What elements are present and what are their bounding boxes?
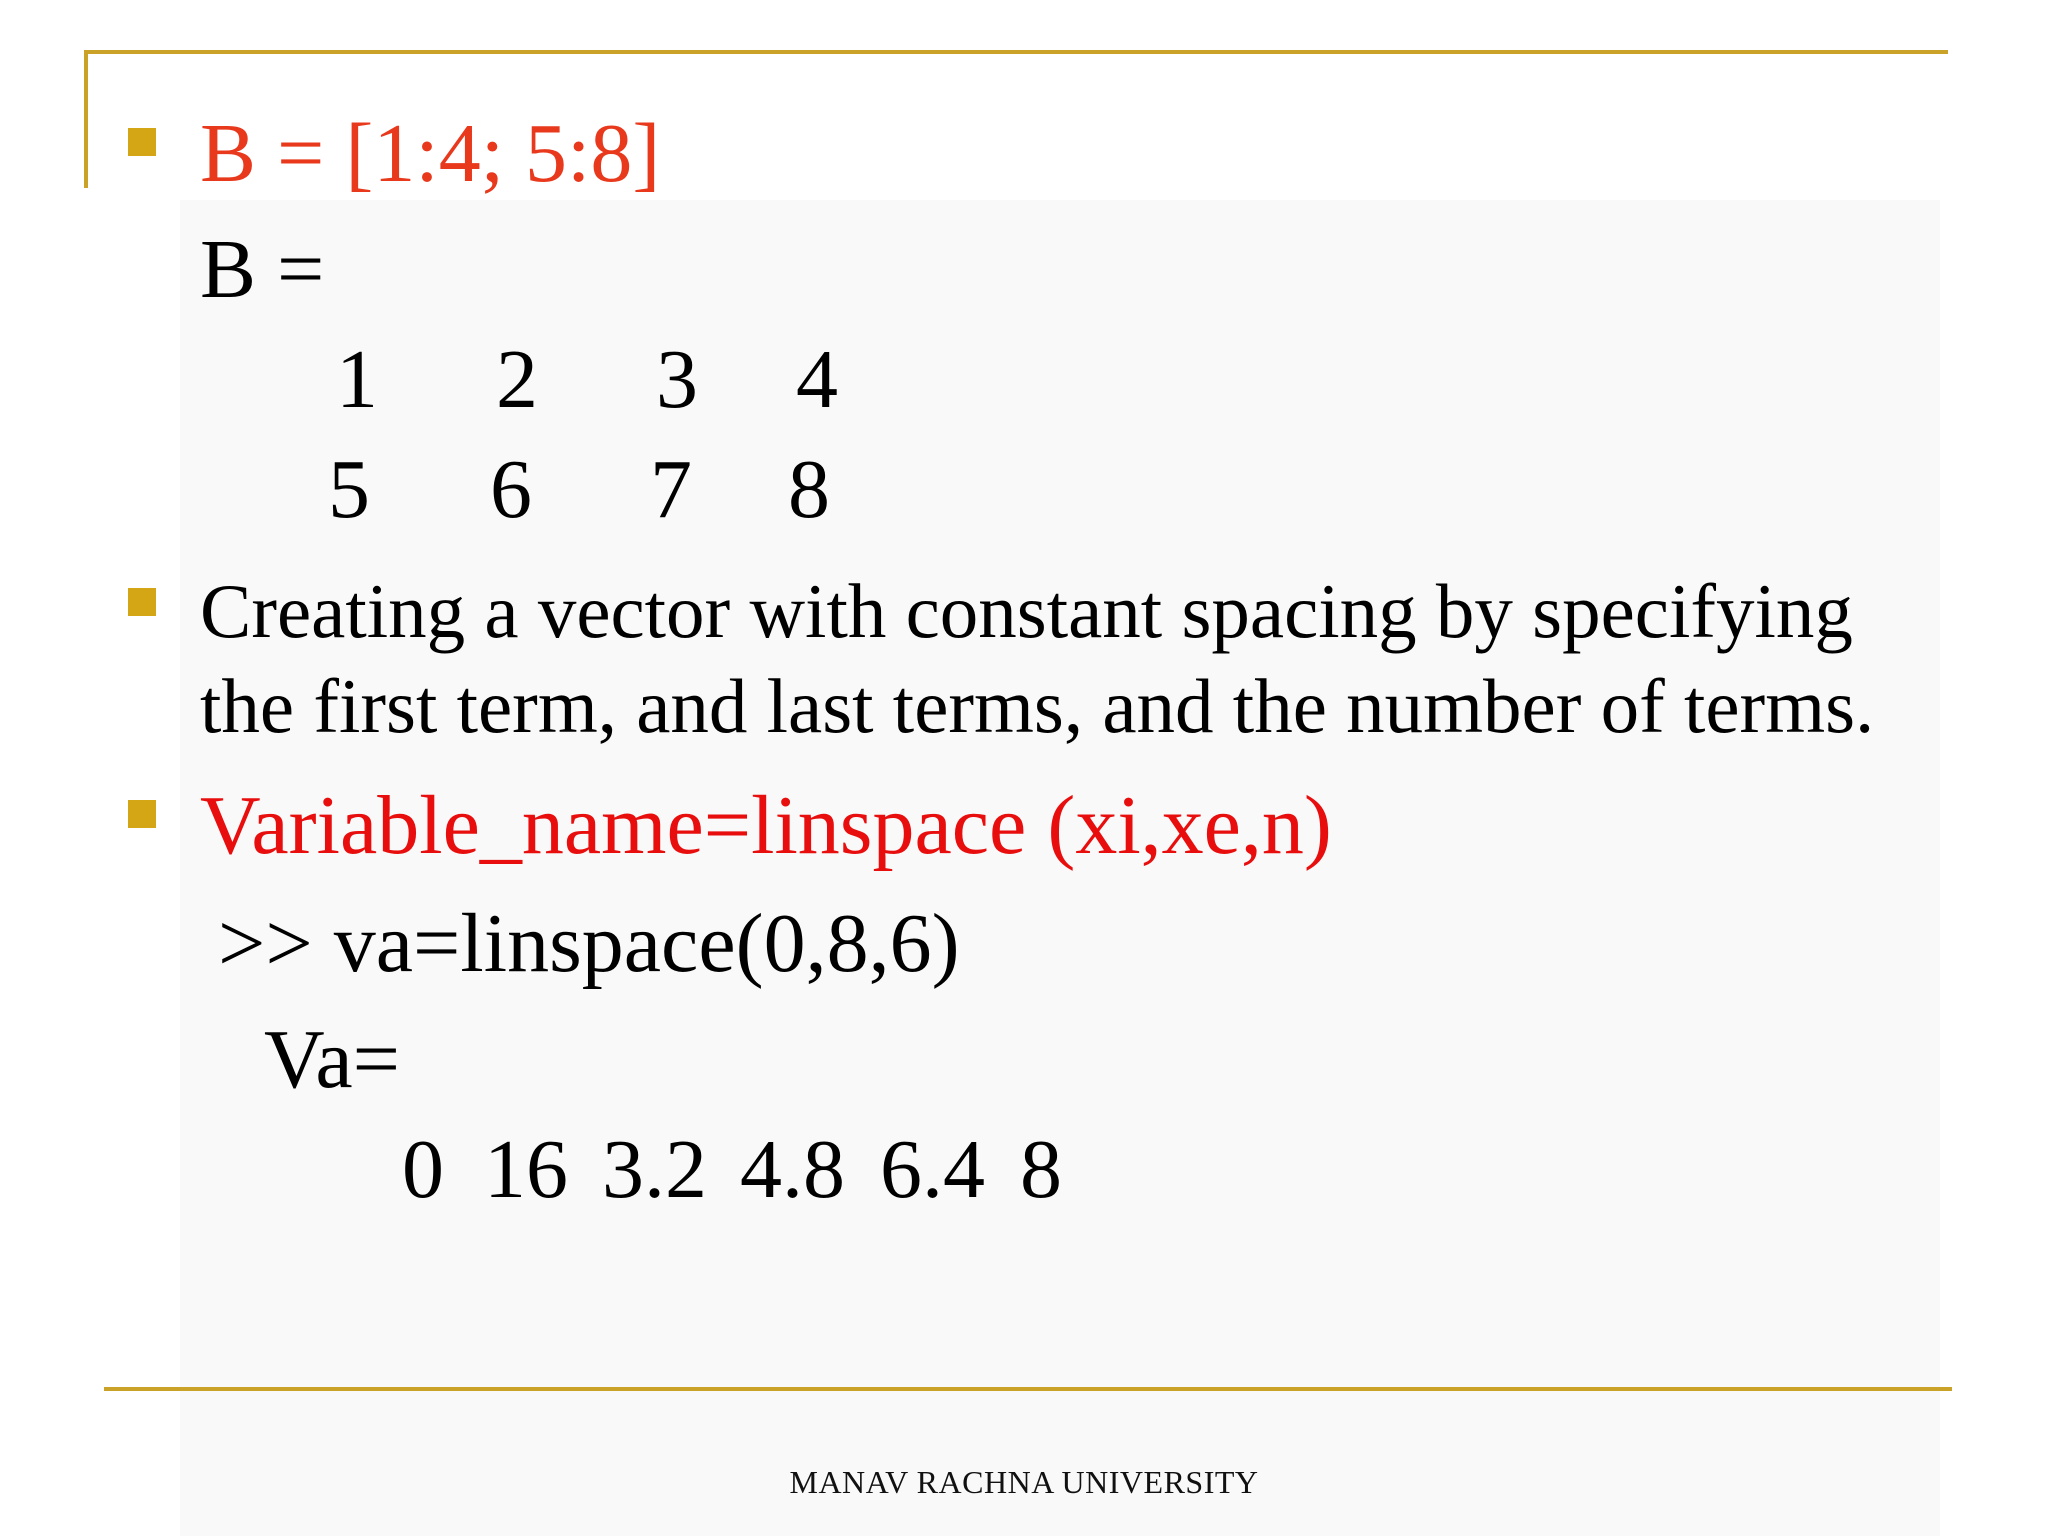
description-line-1: Creating a vector with constant spacing by specifying	[200, 568, 1853, 654]
result-value: 4.8	[740, 1123, 845, 1216]
result-value: 3.2	[602, 1123, 707, 1216]
bullet-marker	[128, 800, 156, 828]
left-rule	[84, 50, 88, 188]
matrix-cell: 8	[788, 443, 830, 536]
top-rule	[84, 50, 1948, 54]
result-value: 0	[402, 1123, 444, 1216]
description-line-2: the first term, and last terms, and the number of terms.	[200, 663, 1875, 749]
result-value: 8	[1020, 1123, 1062, 1216]
matrix-cell: 3	[656, 333, 698, 426]
footer-text: MANAV RACHNA UNIVERSITY	[789, 1464, 1259, 1500]
matrix-cell: 1	[336, 333, 378, 426]
matrix-cell: 5	[328, 443, 370, 536]
matrix-label: B =	[200, 223, 325, 316]
result-value: 16	[484, 1123, 568, 1216]
matrix-cell: 4	[796, 333, 838, 426]
matrix-cell: 2	[496, 333, 538, 426]
linspace-syntax: Variable_name=linspace (xi,xe,n)	[200, 779, 1332, 872]
bullet-marker	[128, 588, 156, 616]
bottom-rule	[104, 1387, 1952, 1391]
matrix-cell: 6	[490, 443, 532, 536]
matrix-cell: 7	[650, 443, 692, 536]
result-value: 6.4	[880, 1123, 985, 1216]
bullet-marker	[128, 128, 156, 156]
matrix-command: B = [1:4; 5:8]	[200, 107, 661, 200]
linspace-command: >> va=linspace(0,8,6)	[218, 897, 960, 990]
result-label: Va=	[264, 1013, 401, 1106]
